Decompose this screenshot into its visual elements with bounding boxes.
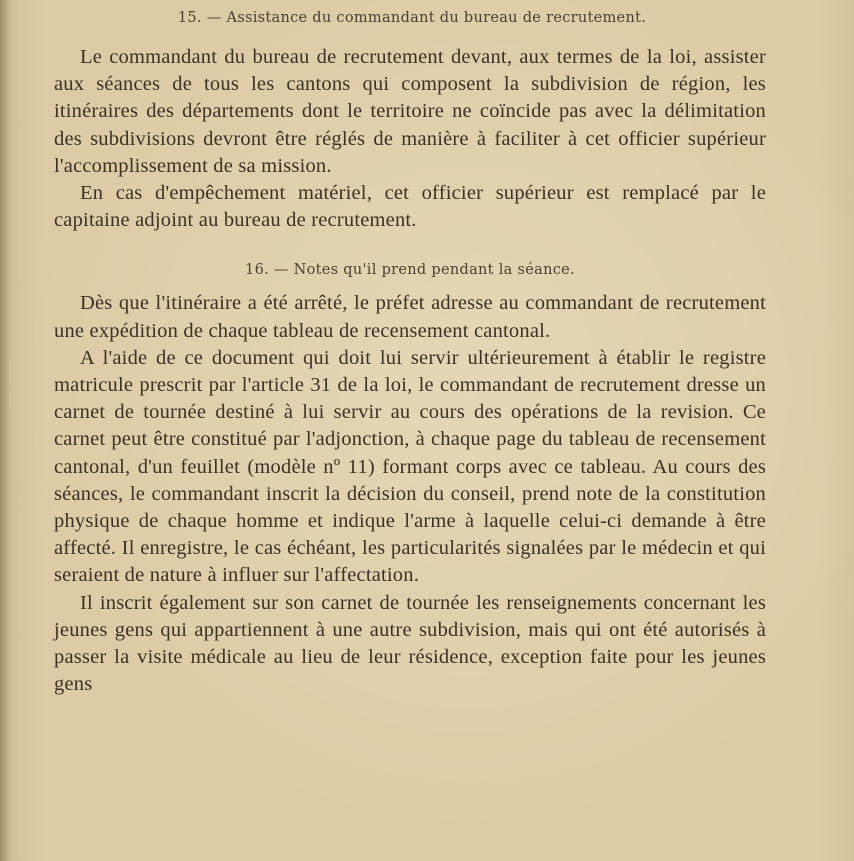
section-15-paragraph-2: En cas d'empêchement matériel, cet officier supérieur est remplacé par le capitaine adjoint au bureau de recrutement. (54, 182, 766, 232)
page-content (54, 4, 766, 698)
section-15-heading: 15. — Assistance du commandant du bureau de recrutement. (177, 10, 647, 26)
section-16-paragraph-3: Il inscrit également sur son carnet de tournée les renseignements concernant les jeunes gens qui appartiennent à une autre subdivision, mais qui ont été autorisés à passer la visite médicale au lieu de leur résidence, exception faite pour les jeunes gens (54, 591, 766, 696)
section-16-paragraph-2: A l'aide de ce document qui doit lui servir ultérieurement à établir le registre matricule prescrit par l'article 31 de la loi, le commandant de recrutement dresse un carnet de tournée destiné à lui servir au cours des opérations de la revision. Ce carnet peut être constitué par l'adjonction, à chaque page du tableau de recensement cantonal, d'un feuillet (modèle nº 11) formant corps avec ce tableau. Au cours des séances, le commandant inscrit la décision du conseil, prend note de la constitution physique de chaque homme et indique l'arme à laquelle celui-ci demande à être affecté. Il enregistre, le cas échéant, les particularités signalées par le médecin et qui seraient de nature à influer sur l'affectation. (54, 346, 766, 587)
section-16-heading: 16. — Notes qu'il prend pendant la séance. (245, 262, 575, 279)
page-gutter-shadow (0, 0, 10, 861)
section-15-paragraph-1: Le commandant du bureau de recrutement devant, aux termes de la loi, assister aux séances de tous les cantons qui composent la subdivision de région, les itinéraires des départements dont le territoire ne coïncide pas avec la délimitation des subdivisions devront être réglés de manière à faciliter à cet officier supérieur l'accomplissement de sa mission. (54, 46, 766, 177)
section-16-paragraph-1: Dès que l'itinéraire a été arrêté, le préfet adresse au commandant de recrutement une expédition de chaque tableau de recensement cantonal. (54, 292, 766, 342)
